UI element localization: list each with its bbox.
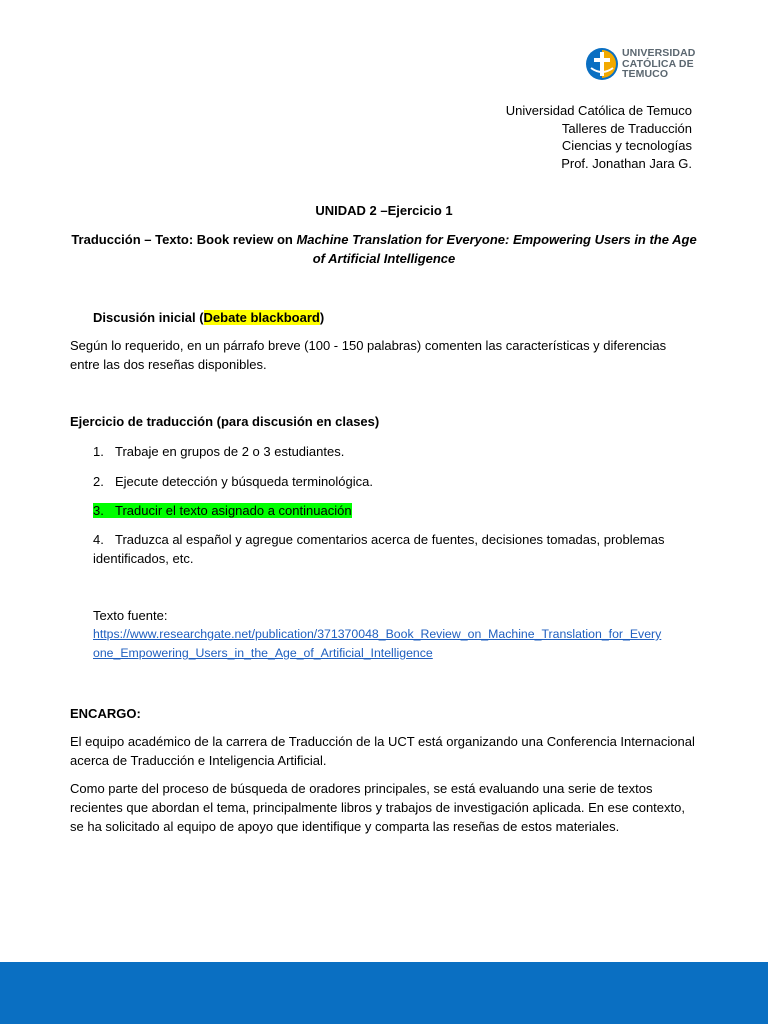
source-link-line-2[interactable]: one_Empowering_Users_in_the_Age_of_Artificial_Intelligence: [93, 646, 433, 660]
item-number: 2.: [93, 474, 104, 489]
exercise-item-4: [93, 530, 693, 568]
subtitle-prefix: Traducción – Texto: Book review on: [71, 232, 297, 247]
exercise-heading: Ejercicio de traducción (para discusión en clases): [70, 414, 380, 429]
source-label: Texto fuente:: [93, 608, 168, 623]
header-workshop: Talleres de Traducción: [561, 120, 692, 136]
header-info: [506, 102, 692, 172]
discussion-body: Según lo requerido, en un párrafo breve (100 - 150 palabras) comenten las características y diferencias entre las dos reseñas disponibles.: [70, 338, 667, 372]
item-text: Traducir el texto asignado a continuación: [115, 503, 352, 518]
logo-wordmark: [622, 48, 712, 80]
discussion-highlight: Debate blackboard: [203, 310, 320, 325]
item-number: 3.: [93, 503, 104, 518]
discussion-heading: [93, 308, 324, 327]
source-link-line-1[interactable]: https://www.researchgate.net/publication/371370048_Book_Review_on_Machine_Translation_for_Every: [93, 627, 662, 641]
page-subtitle: [70, 230, 698, 268]
discussion-label: Discusión inicial (: [93, 310, 204, 325]
discussion-label-end: ): [319, 310, 325, 325]
logo-line-3: TEMUCO: [622, 68, 669, 80]
exercise-item-3: [93, 501, 693, 520]
encargo-heading: ENCARGO:: [70, 706, 141, 721]
footer-bar: [0, 962, 768, 1024]
item-text: Trabaje en grupos de 2 o 3 estudiantes.: [115, 444, 345, 459]
item-text: Traduzca al español y agregue comentarios acerca de fuentes, decisiones tomadas, problemas identificados, etc.: [93, 532, 665, 566]
logo-line-2: CATÓLICA DE: [622, 57, 694, 70]
header-professor: Prof. Jonathan Jara G.: [561, 155, 692, 171]
exercise-item-1: [93, 442, 693, 461]
source-link[interactable]: [93, 625, 693, 663]
item-number: 1.: [93, 444, 104, 459]
subtitle-book-title: Machine Translation for Everyone: Empowering Users in the Age of Artificial Intelligence: [296, 232, 697, 266]
encargo-paragraph-1: El equipo académico de la carrera de Traducción de la UCT está organizando una Conferencia Internacional acerca de Traducción e Inteligencia Artificial.: [70, 734, 695, 768]
header-university: Universidad Católica de Temuco: [505, 103, 692, 118]
item-number: 4.: [93, 532, 104, 547]
university-logo: [584, 44, 704, 88]
encargo-paragraph-2: Como parte del proceso de búsqueda de oradores principales, se está evaluando una serie de textos recientes que abordan el tema, principalmente libros y trabajos de investigación aplicada. En ese contexto, se ha solicitado al equipo de apoyo que identifique y comparta las reseñas de estos materiales.: [70, 781, 685, 834]
item-highlight: [93, 503, 352, 518]
header-subject: Ciencias y tecnologías: [561, 138, 692, 153]
item-text: Ejecute detección y búsqueda terminológica.: [115, 474, 373, 489]
exercise-item-2: [93, 472, 693, 491]
page-title: UNIDAD 2 –Ejercicio 1: [315, 203, 453, 218]
uct-crest-icon: [584, 46, 620, 82]
logo-line-1: UNIVERSIDAD: [622, 47, 696, 59]
